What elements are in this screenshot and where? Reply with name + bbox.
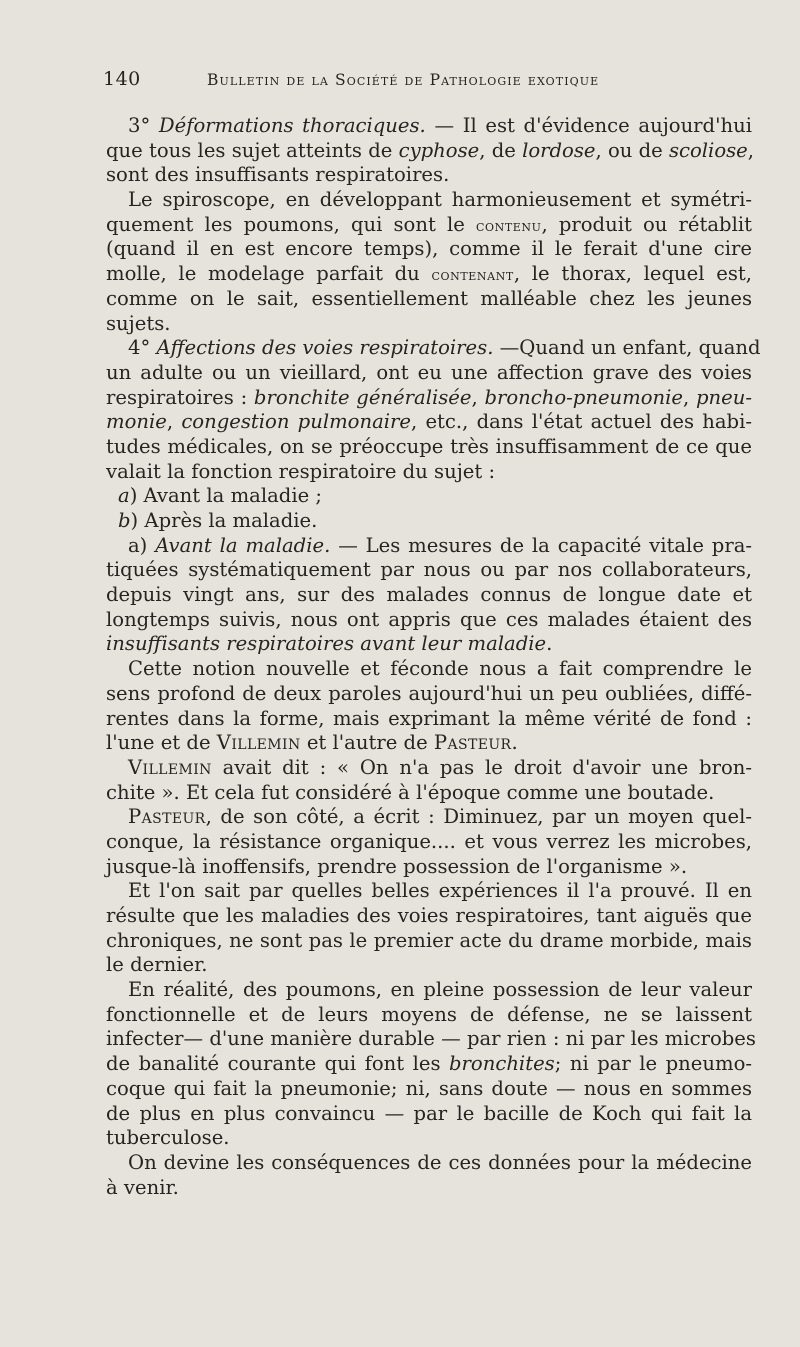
text-segment: molle, le modelage parfait du	[106, 262, 432, 286]
text-segment: .	[546, 632, 553, 656]
text-segment: ,	[471, 385, 485, 409]
text-line	[106, 632, 752, 657]
text-segment: fonctionnelle et de leurs moyens de défense, ne se laissent	[106, 1002, 752, 1026]
text-segment: conque, la résistance organique.... et vous verrez les microbes,	[106, 829, 752, 853]
text-segment: broncho-pneumonie	[484, 385, 684, 409]
text-line	[106, 213, 752, 238]
text-segment: de banalité courante qui font les	[106, 1052, 450, 1076]
text-line	[106, 558, 752, 583]
running-title: Bulletin de la Société de Pathologie exotique	[207, 71, 600, 89]
text-segment: bronchite généralisée	[253, 385, 472, 409]
text-segment: 4°	[128, 336, 157, 360]
text-line	[106, 361, 752, 386]
text-segment: ,	[747, 138, 755, 162]
text-line	[106, 953, 752, 978]
text-line	[106, 1052, 752, 1077]
text-line	[106, 1176, 752, 1201]
text-segment: ) Après la maladie.	[130, 509, 318, 532]
text-segment: un adulte ou un vieillard, ont eu une affection grave des voies	[106, 360, 752, 384]
text-line	[106, 435, 752, 460]
text-segment: contenant	[431, 265, 514, 285]
text-segment: a)	[128, 533, 156, 557]
text-line	[106, 781, 752, 806]
text-segment: contenu	[475, 215, 542, 235]
page-header	[103, 68, 753, 98]
text-segment: de plus en plus convaincu — par le bacille de Koch qui fait la	[106, 1101, 752, 1125]
text-segment: tudes médicales, on se préoccupe très insuffisamment de ce que	[106, 434, 752, 458]
text-line	[106, 682, 752, 707]
text-line	[106, 657, 752, 682]
text-line	[106, 879, 752, 904]
text-segment: infecter— d'une manière durable — par rien : ni par les microbes	[106, 1027, 756, 1051]
text-line	[106, 1151, 752, 1176]
text-segment: résulte que les maladies des voies respiratoires, tant aiguës que	[106, 904, 752, 927]
text-segment: à venir.	[106, 1175, 179, 1199]
text-line	[106, 484, 752, 509]
text-segment: cyphose	[398, 138, 480, 162]
text-segment: .	[511, 731, 518, 755]
text-line	[106, 237, 752, 262]
text-line	[106, 707, 752, 732]
text-segment: , de son côté, a écrit : Diminuez, par un moyen quel-	[205, 805, 752, 829]
text-segment: scoliose	[668, 138, 748, 162]
text-segment: ,	[683, 385, 696, 409]
text-line	[106, 731, 752, 756]
text-line	[106, 534, 752, 559]
text-segment: b	[118, 509, 131, 532]
text-segment: ,	[166, 410, 182, 434]
text-segment: , le thorax, lequel est,	[513, 262, 752, 286]
text-segment: jusque-là inoffensifs, prendre possession de l'organisme ».	[106, 854, 688, 878]
text-line	[106, 1126, 752, 1151]
text-line	[106, 830, 752, 855]
text-segment: depuis vingt ans, sur des malades connus de longue date et	[106, 583, 752, 607]
text-line	[106, 336, 761, 361]
body-text	[106, 114, 761, 1200]
text-line	[106, 188, 752, 213]
text-segment: sujets.	[106, 311, 171, 335]
text-line	[106, 262, 752, 287]
text-line	[106, 855, 752, 880]
text-segment: , ou de	[595, 138, 669, 162]
text-line	[106, 138, 755, 164]
text-segment: —Quand un enfant, quand	[493, 336, 761, 360]
text-segment: Pasteur	[433, 731, 512, 755]
text-line	[106, 1003, 752, 1028]
text-segment: tuberculose.	[106, 1126, 230, 1150]
text-segment: sont des insuffisants respiratoires.	[106, 163, 450, 187]
text-segment: tiquées systématiquement par nous ou par nos collaborateurs,	[106, 558, 752, 582]
text-segment: Et l'on sait par quelles belles expériences il l'a prouvé. Il en	[128, 879, 752, 903]
text-segment: Pasteur	[128, 805, 206, 829]
text-segment: chite ». Et cela fut considéré à l'époque comme une boutade.	[106, 780, 715, 804]
text-line	[106, 1102, 752, 1127]
text-segment: (quand il en est encore temps), comme il le ferait d'une cire	[106, 237, 752, 261]
text-segment: monie	[106, 410, 167, 434]
text-segment: 3°	[128, 114, 159, 137]
text-line	[106, 978, 752, 1003]
text-segment: chroniques, ne sont pas le premier acte du drame morbide, mais	[106, 928, 752, 952]
text-line	[106, 1077, 752, 1102]
text-segment: que tous les sujet atteints de	[106, 138, 399, 162]
text-segment: avait dit : « On n'a pas le droit d'avoir une bron-	[211, 755, 752, 779]
text-segment: Villemin	[128, 755, 212, 779]
text-segment: Avant la maladie.	[155, 533, 331, 557]
text-segment: congestion pulmonaire	[181, 410, 412, 434]
text-segment: En réalité, des poumons, en pleine possession de leur valeur	[128, 978, 752, 1002]
text-segment: pneu-	[696, 385, 752, 409]
text-line	[106, 312, 752, 337]
text-segment: insuffisants respiratoires avant leur maladie	[106, 632, 547, 656]
text-segment: ) Avant la maladie ;	[129, 484, 323, 508]
text-segment: , de	[479, 138, 523, 162]
text-line	[106, 1027, 756, 1052]
text-segment: Déformations thoraciques.	[158, 114, 426, 137]
text-segment: — Les mesures de la capacité vitale pra-	[330, 533, 752, 557]
text-segment: et l'autre de	[300, 731, 434, 755]
text-segment: , etc., dans l'état actuel des habi-	[411, 410, 752, 434]
text-segment: quement les poumons, qui sont le	[106, 212, 476, 236]
text-segment: respiratoires :	[106, 385, 254, 409]
text-segment: rentes dans la forme, mais exprimant la même vérité de fond :	[106, 706, 752, 730]
text-line	[106, 287, 752, 312]
text-segment: sens profond de deux paroles aujourd'hui un peu oubliées, diffé-	[106, 681, 752, 705]
text-segment: , produit ou rétablit	[541, 212, 752, 236]
text-line	[106, 904, 752, 929]
text-line	[106, 929, 752, 954]
text-line	[106, 460, 752, 485]
text-segment: valait la fonction respiratoire du sujet :	[106, 459, 496, 483]
text-segment: comme on le sait, essentiellement malléable chez les jeunes	[106, 286, 752, 310]
text-segment: Affections des voies respiratoires.	[156, 336, 494, 360]
text-line	[106, 114, 752, 139]
text-segment: — Il est d'évidence aujourd'hui	[425, 114, 752, 137]
text-line	[106, 386, 752, 411]
text-segment: coque qui fait la pneumonie; ni, sans doute — nous en sommes	[106, 1076, 752, 1100]
text-segment: On devine les conséquences de ces données pour la médecine	[128, 1150, 752, 1174]
text-segment: l'une et de	[106, 731, 217, 755]
text-segment: Villemin	[216, 731, 301, 755]
text-line	[106, 756, 752, 781]
text-line	[106, 583, 752, 608]
text-line	[106, 163, 752, 188]
text-line	[106, 410, 752, 435]
text-line	[106, 608, 752, 633]
text-segment: longtemps suivis, nous ont appris que ces malades étaient des	[106, 607, 752, 631]
text-segment: lordose	[522, 138, 596, 162]
text-segment: a	[118, 484, 130, 508]
text-segment: le dernier.	[106, 953, 208, 977]
text-segment: bronchites	[449, 1052, 555, 1076]
text-segment: Le spiroscope, en développant harmonieusement et symétri-	[128, 188, 752, 212]
text-line	[106, 509, 752, 534]
text-segment: Cette notion nouvelle et féconde nous a fait comprendre le	[128, 657, 752, 681]
text-segment: ; ni par le pneumo-	[554, 1052, 752, 1076]
text-line	[106, 805, 752, 830]
page-number: 140	[103, 68, 141, 90]
